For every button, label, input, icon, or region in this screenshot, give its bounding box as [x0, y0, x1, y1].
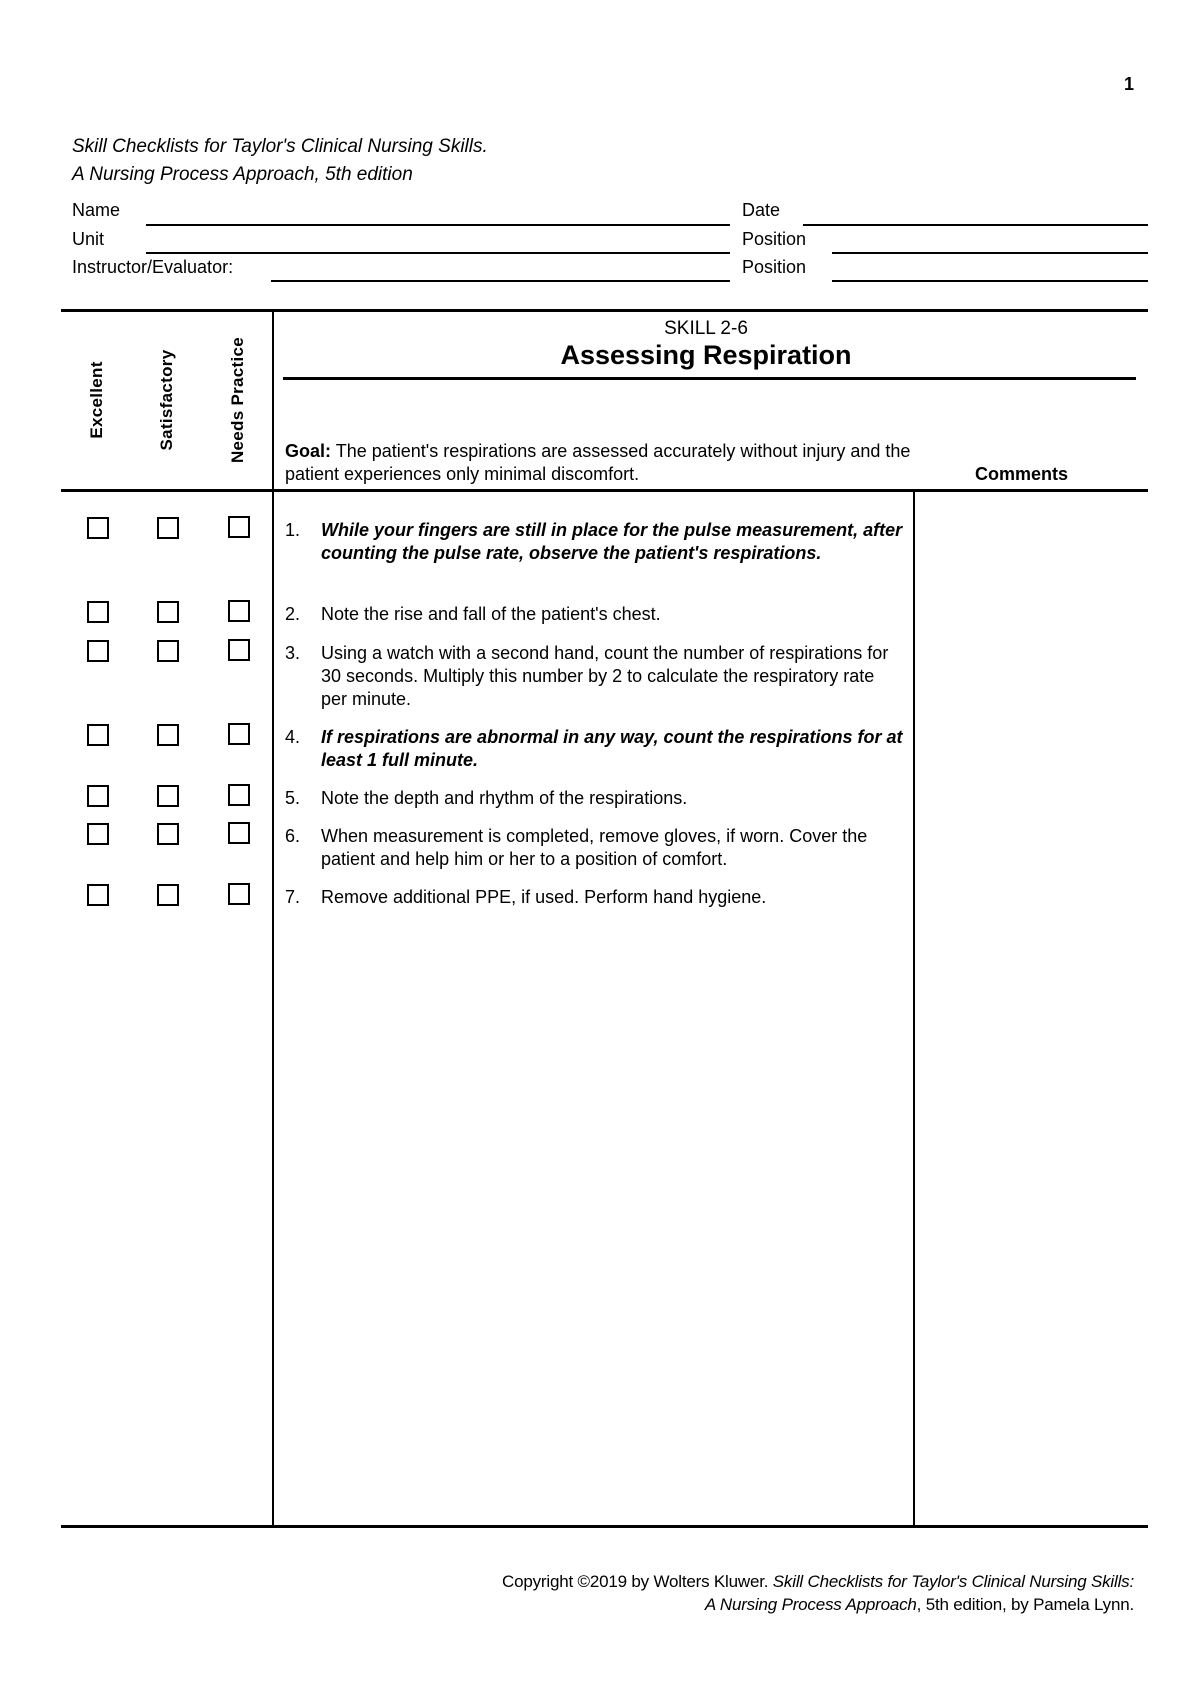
goal-statement	[285, 440, 925, 486]
step-3-excellent-checkbox[interactable]	[87, 640, 109, 662]
step-5	[285, 787, 905, 810]
step-number: 2.	[285, 604, 301, 624]
needs-practice-header: Needs Practice	[228, 336, 247, 464]
copyright-text: Copyright ©2019 by Wolters Kluwer.	[502, 1572, 769, 1591]
step-text: While your fingers are still in place for the pulse measurement, after counting the pulse rate, observe the patient's respirations.	[321, 520, 903, 563]
copyright-book-subtitle: A Nursing Process Approach	[704, 1595, 917, 1614]
title-rule	[283, 377, 1136, 380]
step-number: 3.	[285, 643, 301, 663]
copyright-book-title: Skill Checklists for Taylor's Clinical Nursing Skills:	[772, 1572, 1134, 1591]
step-3-satisfactory-checkbox[interactable]	[157, 640, 179, 662]
comments-header: Comments	[975, 464, 1069, 484]
step-text: If respirations are abnormal in any way, count the respirations for at least 1 full minute.	[321, 727, 903, 770]
step-1-needs-practice-checkbox[interactable]	[228, 516, 250, 538]
date-field[interactable]	[803, 224, 1148, 226]
step-6-needs-practice-checkbox[interactable]	[228, 822, 250, 844]
step-number: 5.	[285, 788, 301, 808]
copyright-line-2	[705, 1593, 1134, 1616]
step-number: 1.	[285, 520, 301, 540]
comments-divider	[913, 490, 915, 1526]
step-3-needs-practice-checkbox[interactable]	[228, 639, 250, 661]
step-text: Remove additional PPE, if used. Perform hand hygiene.	[321, 887, 767, 907]
book-title-line-1: Skill Checklists for Taylor's Clinical Nursing Skills.	[72, 136, 488, 157]
step-1-excellent-checkbox[interactable]	[87, 517, 109, 539]
name-field[interactable]	[146, 224, 730, 226]
step-number: 4.	[285, 727, 301, 747]
step-1	[285, 519, 905, 565]
step-5-excellent-checkbox[interactable]	[87, 785, 109, 807]
step-7-excellent-checkbox[interactable]	[87, 884, 109, 906]
step-1-satisfactory-checkbox[interactable]	[157, 517, 179, 539]
date-label: Date	[742, 200, 781, 220]
step-2-needs-practice-checkbox[interactable]	[228, 600, 250, 622]
step-number: 7.	[285, 887, 301, 907]
ratings-divider	[272, 310, 274, 1526]
step-6	[285, 825, 905, 871]
step-2	[285, 603, 905, 626]
step-7-satisfactory-checkbox[interactable]	[157, 884, 179, 906]
name-label: Name	[72, 200, 121, 220]
step-4-satisfactory-checkbox[interactable]	[157, 724, 179, 746]
excellent-header: Excellent	[87, 361, 106, 439]
step-6-satisfactory-checkbox[interactable]	[157, 823, 179, 845]
position-label-1: Position	[742, 229, 807, 249]
table-header-rule	[61, 489, 1148, 492]
step-number: 6.	[285, 826, 301, 846]
goal-label: Goal:	[285, 441, 332, 461]
step-text: Note the rise and fall of the patient's chest.	[321, 604, 661, 624]
step-7	[285, 886, 905, 909]
step-7-needs-practice-checkbox[interactable]	[228, 883, 250, 905]
step-5-needs-practice-checkbox[interactable]	[228, 784, 250, 806]
step-2-excellent-checkbox[interactable]	[87, 601, 109, 623]
step-text: Note the depth and rhythm of the respirations.	[321, 788, 688, 808]
step-4-excellent-checkbox[interactable]	[87, 724, 109, 746]
satisfactory-header: Satisfactory	[157, 349, 176, 451]
step-6-excellent-checkbox[interactable]	[87, 823, 109, 845]
page-number: 1	[1123, 74, 1134, 94]
table-top-rule	[61, 309, 1148, 312]
step-text: Using a watch with a second hand, count the number of respirations for 30 seconds. Multiply this number by 2 to calculate the respiratory rate per minute.	[321, 643, 889, 709]
instructor-field[interactable]	[271, 280, 730, 282]
copyright-line-1	[502, 1570, 1134, 1593]
position-label-2: Position	[742, 257, 807, 277]
position-field-1[interactable]	[832, 252, 1148, 254]
skill-number: SKILL 2-6	[664, 318, 748, 339]
unit-label: Unit	[72, 229, 105, 249]
instructor-label: Instructor/Evaluator:	[72, 257, 234, 277]
step-text: When measurement is completed, remove gloves, if worn. Cover the patient and help him or her to a position of comfort.	[321, 826, 868, 869]
step-3	[285, 642, 905, 711]
step-4	[285, 726, 905, 772]
book-title-line-2: A Nursing Process Approach, 5th edition	[72, 164, 413, 185]
unit-field[interactable]	[146, 252, 730, 254]
copyright-edition: , 5th edition, by Pamela Lynn.	[916, 1595, 1134, 1614]
step-2-satisfactory-checkbox[interactable]	[157, 601, 179, 623]
goal-text: The patient's respirations are assessed accurately without injury and the patient experiences only minimal discomfort.	[285, 441, 911, 484]
position-field-2[interactable]	[832, 280, 1148, 282]
table-bottom-rule	[61, 1525, 1148, 1528]
skill-title: Assessing Respiration	[560, 340, 852, 370]
step-5-satisfactory-checkbox[interactable]	[157, 785, 179, 807]
step-4-needs-practice-checkbox[interactable]	[228, 723, 250, 745]
